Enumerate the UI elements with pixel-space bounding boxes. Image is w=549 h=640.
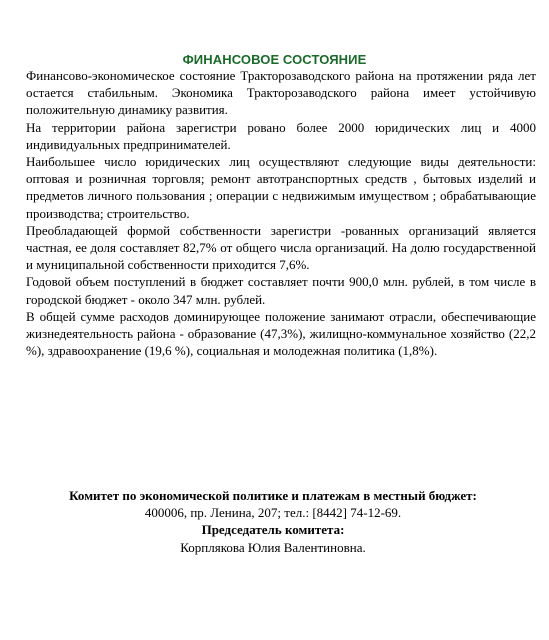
committee-address: 400006, пр. Ленина, 207; тел.: [8442] 74-12-69. xyxy=(144,505,402,521)
paragraph-budget-revenue: Годовой объем поступлений в бюджет составляет почти 900,0 млн. рублей, в том числе в городской бюджет - около 347 млн. рублей. xyxy=(26,274,536,307)
paragraph-activities: Наибольшее число юридических лиц осуществляют следующие виды деятельности: оптовая и розничная торговля; ремонт автотранспортных средств , бытовых изделий и предметов личного пользования ; операции с недвижимым имуществом ; обрабатывающие производства; строительство. xyxy=(26,154,536,221)
chair-name: Корплякова Юлия Валентиновна. xyxy=(180,539,366,555)
chair-title: Председатель комитета: xyxy=(201,522,345,538)
page-title: ФИНАНСОВОЕ СОСТОЯНИЕ xyxy=(182,52,367,67)
committee-name: Комитет по экономической политике и платежам в местный бюджет: xyxy=(69,488,477,503)
document-body xyxy=(26,67,536,359)
contact-footer xyxy=(60,487,486,556)
paragraph-registered-entities: На территории района зарегистри рованo более 2000 юридических лиц и 4000 индивидуальных предпринимателей. xyxy=(26,119,536,152)
paragraph-economic-state: Финансово-экономическое состояние Тракторозаводского района на протяжении ряда лет остается стабильным. Экономика Тракторозаводского района имеет устойчивую положительную динамику развития. xyxy=(26,68,536,118)
paragraph-ownership: Преобладающей формой собственности зарегистри -рованных организаций является частная, ее доля составляет 82,7% от общего числа организаций. На долю государственной и муниципальной собственности приходится 7,6%. xyxy=(26,222,536,273)
paragraph-expenditures: В общей сумме расходов доминирующее положение занимают отрасли, обеспечивающие жизнедеятельность района - образование (47,3%), жилищно-коммунальное хозяйство (22,2 %), здравоохранение (19,6 %), социальная и молодежная политика (1,8%). xyxy=(26,308,536,359)
